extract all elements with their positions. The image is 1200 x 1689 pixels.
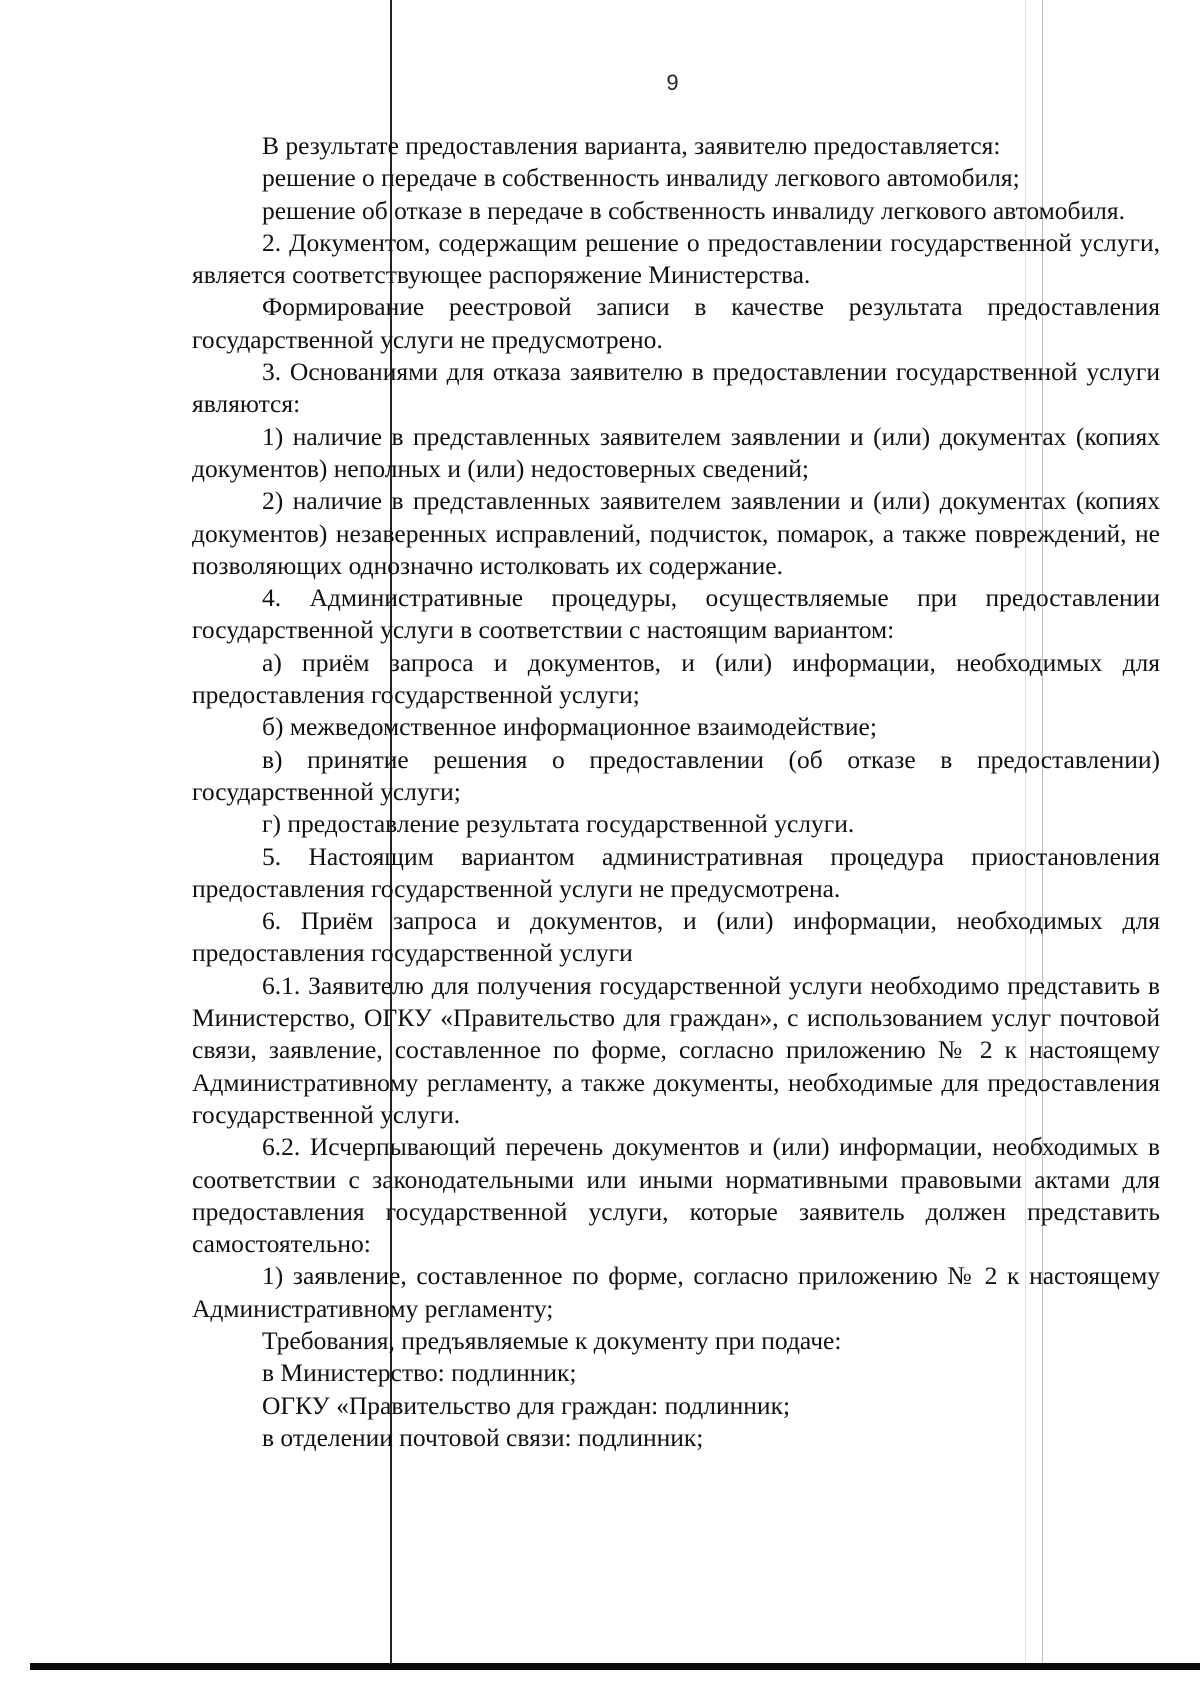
paragraph: 6.1. Заявителю для получения государственной услуги необходимо представить в Министерство, ОГКУ «Правительство для граждан», с использованием услуг почтовой связи, заявление, составленное по форме, согласно приложению № 2 к настоящему Административному регламенту, а также документы, необходимые для предоставления государственной услуги. xyxy=(192,970,1160,1129)
paragraph: Формирование реестровой записи в качестве результата предоставления государственной услуги не предусмотрено. xyxy=(192,292,1160,354)
paragraph: 6. Приём запроса и документов, и (или) информации, необходимых для предоставления государственной услуги xyxy=(192,906,1160,968)
paragraph: 5. Настоящим вариантом административная процедура приостановления предоставления государственной услуги не предусмотрена. xyxy=(192,841,1160,903)
paragraph: Требования, предъявляемые к документу при подаче: xyxy=(262,1325,842,1355)
paragraph: в) принятие решения о предоставлении (об отказе в предоставлении) государственной услуги; xyxy=(192,744,1160,806)
page-number: 9 xyxy=(666,70,679,95)
paragraph: в Министерство: подлинник; xyxy=(262,1358,577,1388)
paragraph: 2) наличие в представленных заявителем заявлении и (или) документах (копиях документов) незаверенных исправлений, подчисток, помарок, а также повреждений, не позволяющих однозначно истолковать их содержание. xyxy=(192,486,1160,580)
paragraph: ОГКУ «Правительство для граждан: подлинник; xyxy=(262,1390,791,1420)
paragraph: решение об отказе в передаче в собственность инвалиду легкового автомобиля. xyxy=(262,195,1125,225)
paragraph: в отделении почтовой связи: подлинник; xyxy=(262,1422,704,1452)
scan-bottom-edge xyxy=(30,1663,1200,1670)
paragraph: б) межведомственное информационное взаимодействие; xyxy=(262,712,877,742)
document-body xyxy=(192,130,1160,1454)
paragraph: а) приём запроса и документов, и (или) информации, необходимых для предоставления государственной услуги; xyxy=(192,647,1160,710)
paragraph: 2. Документом, содержащим решение о предоставлении государственной услуги, является соответствующее распоряжение Министерства. xyxy=(192,227,1160,290)
paragraph: В результате предоставления варианта, заявителю предоставляется: xyxy=(262,131,1001,160)
paragraph: г) предоставление результата государственной услуги. xyxy=(262,809,855,839)
paragraph: решение о передаче в собственность инвалиду легкового автомобиля; xyxy=(262,163,1020,193)
paragraph: 1) наличие в представленных заявителем заявлении и (или) документах (копиях документов) неполных и (или) недостоверных сведений; xyxy=(192,421,1160,483)
paragraph: 4. Административные процедуры, осуществляемые при предоставлении государственной услуги в соответствии с настоящим вариантом: xyxy=(192,583,1160,645)
paragraph: 6.2. Исчерпывающий перечень документов и (или) информации, необходимых в соответствии с законодательными или иными нормативными правовыми актами для предоставления государственной услуги, которые заявитель должен представить самостоятельно: xyxy=(192,1132,1160,1259)
paragraph: 3. Основаниями для отказа заявителю в предоставлении государственной услуги являются: xyxy=(192,357,1160,419)
paragraph: 1) заявление, составленное по форме, согласно приложению № 2 к настоящему Административному регламенту; xyxy=(192,1261,1160,1323)
